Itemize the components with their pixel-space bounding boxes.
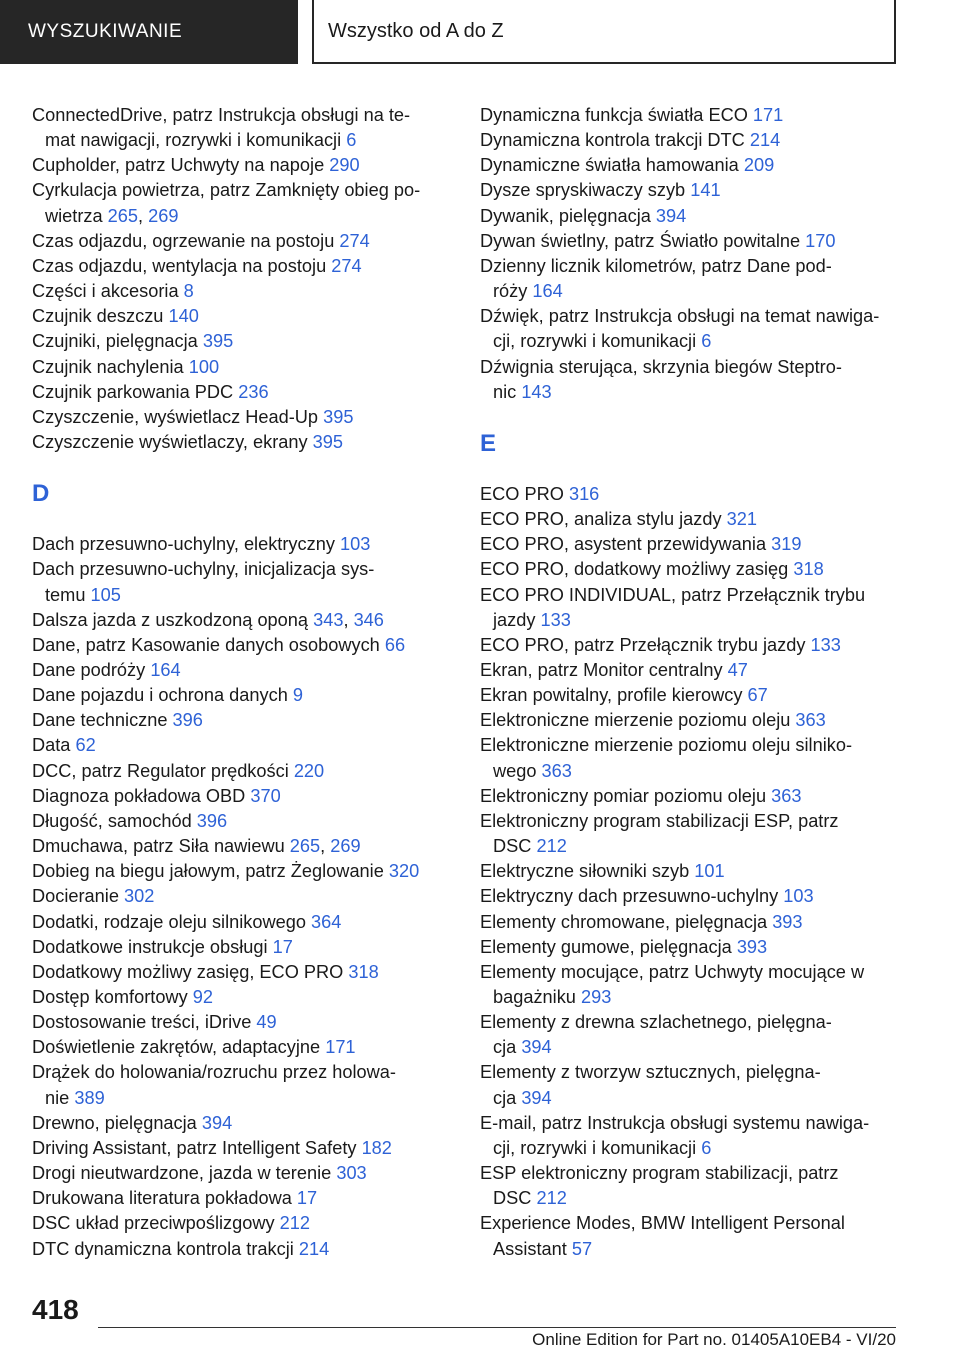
index-entry-continuation: cja: [493, 1037, 517, 1058]
index-entry: [32, 960, 462, 985]
index-entry: [32, 229, 462, 254]
index-entry-text: Czujniki, pielęgnacja: [32, 331, 198, 352]
index-entry-text: Dane, patrz Kasowanie danych osobowych: [32, 634, 380, 655]
index-entry: [32, 733, 462, 758]
index-entry-text: Elektryczne siłowniki szyb: [480, 861, 690, 882]
page-link[interactable]: 171: [752, 105, 784, 125]
index-entry: [480, 178, 900, 203]
index-entry-text: Długość, samochód: [32, 810, 192, 831]
index-entry: [480, 658, 900, 683]
index-entry-text: Dobieg na biegu jałowym, patrz Żeglowanie: [32, 861, 384, 882]
index-entry: [480, 304, 900, 354]
page-link[interactable]: 101: [694, 861, 725, 882]
index-entry-continuation: róży: [493, 281, 528, 302]
index-entry: [480, 1211, 900, 1261]
index-entry: [32, 985, 462, 1010]
index-entry-continuation: wego: [493, 760, 537, 781]
index-entry: [480, 532, 900, 557]
index-entry: [32, 405, 462, 430]
index-entry-continuation: temu: [45, 584, 86, 605]
index-entry: [32, 103, 462, 153]
page-link[interactable]: 318: [348, 961, 379, 982]
page-link[interactable]: 170: [805, 230, 836, 251]
page-link[interactable]: 103: [783, 886, 814, 907]
page-link[interactable]: 141: [690, 180, 721, 201]
page-link[interactable]: 164: [532, 281, 563, 302]
edition-footer: Online Edition for Part no. 01405A10EB4 - VI/20: [532, 1330, 896, 1349]
page-link[interactable]: 363: [795, 710, 826, 731]
page-link[interactable]: 394: [521, 1087, 552, 1108]
index-entry-text: ECO PRO: [480, 483, 564, 504]
page-link[interactable]: 321: [726, 509, 758, 530]
index-entry-text: Elementy z drewna szlachetnego, pielęgna-: [480, 1012, 832, 1033]
index-entry: [32, 1186, 462, 1211]
page-link[interactable]: 265: [107, 205, 139, 226]
index-entry: [480, 153, 900, 178]
page-link[interactable]: 395: [202, 331, 234, 352]
index-entry: [32, 759, 462, 784]
index-entry: [32, 1060, 462, 1110]
index-entry: [480, 1010, 900, 1060]
index-entry: [32, 910, 462, 935]
index-entry-text: Experience Modes, BMW Intelligent Personal: [480, 1213, 845, 1234]
index-entry: [480, 254, 900, 304]
title-tab: [312, 0, 896, 64]
index-entry: [480, 128, 900, 153]
page-link[interactable]: 67: [747, 685, 768, 706]
index-entry-text: E-mail, patrz Instrukcja obsługi systemu nawiga-: [480, 1112, 870, 1133]
index-entry: [32, 1136, 462, 1161]
page-link[interactable]: 394: [655, 205, 687, 226]
index-entry-text: Ekran, patrz Monitor centralny: [480, 659, 723, 680]
index-entry: [480, 103, 900, 128]
index-entry: Cyrkulacja powietrza, patrz Zamknięty obieg po- wietrza 265, 269: [32, 180, 421, 226]
index-entry-text: Dodatkowe instrukcje obsługi: [32, 936, 268, 957]
page-link[interactable]: 220: [293, 760, 325, 781]
index-entry: [32, 1211, 462, 1236]
index-entry-text: Dane techniczne: [32, 710, 168, 731]
index-entry-text: Czyszczenie, wyświetlacz Head-Up: [32, 406, 319, 427]
index-entry: [480, 733, 900, 783]
index-entry-text: Dach przesuwno-uchylny, elektryczny: [32, 534, 335, 555]
index-entry-text: DSC układ przeciwpoślizgowy: [32, 1213, 275, 1234]
page-link[interactable]: 293: [580, 987, 612, 1007]
index-entry: [480, 204, 900, 229]
page-link[interactable]: 182: [361, 1137, 392, 1158]
index-entry: Dalsza jazda z uszkodzoną oponą 343, 346: [32, 609, 384, 630]
index-entry: [32, 430, 462, 455]
index-entry-text: Drukowana literatura pokładowa: [32, 1188, 292, 1209]
index-entry: [480, 935, 900, 960]
index-entry-text: Czas odjazdu, ogrzewanie na postoju: [32, 230, 335, 251]
index-entry: [32, 557, 462, 607]
index-entry-continuation: nic: [493, 381, 517, 402]
page-link[interactable]: 394: [201, 1112, 233, 1133]
index-entry-text: Dane pojazdu i ochrona danych: [32, 685, 288, 706]
index-entry-text: Elektroniczne mierzenie poziomu oleju silniko-: [480, 735, 853, 756]
index-entry-text: Dostosowanie treści, iDrive: [32, 1012, 252, 1033]
index-entry-text: Dodatki, rodzaje oleju silnikowego: [32, 911, 306, 932]
index-entry-text: Elementy mocujące, patrz Uchwyty mocujące w: [480, 961, 865, 982]
page-link[interactable]: 236: [238, 381, 269, 402]
index-entry: [480, 859, 900, 884]
index-entry: [32, 859, 462, 884]
page-link[interactable]: 396: [196, 810, 228, 831]
page-link[interactable]: 133: [540, 609, 571, 630]
index-entry-text: Elementy gumowe, pielęgnacja: [480, 936, 732, 957]
page-link[interactable]: 8: [183, 281, 194, 302]
page-link[interactable]: 316: [568, 483, 600, 504]
index-entry: [32, 633, 462, 658]
page-link[interactable]: 269: [330, 836, 361, 857]
index-entry-text: Dane podróży: [32, 659, 146, 680]
index-entry-text: ECO PRO, analiza stylu jazdy: [480, 509, 722, 530]
title-tab-label: Wszystko od A do Z: [328, 19, 504, 42]
page-number: 418: [32, 1294, 79, 1325]
index-entry-continuation: wietrza: [45, 205, 103, 226]
page-link[interactable]: 389: [74, 1087, 105, 1108]
index-entry: [480, 910, 900, 935]
page-link[interactable]: 212: [279, 1213, 311, 1234]
page-link[interactable]: 318: [793, 559, 824, 580]
index-entry-text: Dalsza jazda z uszkodzoną oponą: [32, 609, 309, 630]
index-entry: [32, 153, 462, 178]
page-link[interactable]: 303: [336, 1163, 367, 1184]
index-entry: [480, 1060, 900, 1110]
index-entry-text: Dysze spryskiwaczy szyb: [480, 180, 686, 201]
index-entry-text: Elementy chromowane, pielęgnacja: [480, 911, 768, 932]
page-link[interactable]: 6: [346, 130, 357, 151]
index-entry-text: Części i akcesoria: [32, 281, 179, 302]
index-entry-text: Dach przesuwno-uchylny, inicjalizacja sys-: [32, 559, 375, 580]
index-entry-text: Dzienny licznik kilometrów, patrz Dane pod-: [480, 255, 832, 276]
index-entry-text: Ekran powitalny, profile kierowcy: [480, 685, 743, 706]
section-letter: D: [32, 480, 50, 508]
index-entry: [32, 380, 462, 405]
index-entry-text: Drewno, pielęgnacja: [32, 1112, 197, 1133]
index-column-right: [480, 103, 900, 1262]
page-link[interactable]: 66: [384, 634, 406, 655]
index-entry-text: DCC, patrz Regulator prędkości: [32, 760, 289, 781]
page-link[interactable]: 274: [331, 255, 362, 276]
index-entry-text: Cyrkulacja powietrza, patrz Zamknięty obieg po-: [32, 180, 421, 201]
index-entry: [480, 784, 900, 809]
page-link[interactable]: 92: [192, 987, 213, 1007]
index-entry: [480, 355, 900, 405]
page-link[interactable]: 140: [168, 306, 199, 327]
index-entry: [480, 229, 900, 254]
index-entry-text: Czas odjazdu, wentylacja na postoju: [32, 255, 327, 276]
page-link[interactable]: 133: [810, 634, 841, 655]
index-entry-text: Data: [32, 735, 71, 756]
page-link[interactable]: 274: [339, 230, 370, 251]
section-letter: E: [480, 429, 497, 457]
index-entry-text: Dmuchawa, patrz Siła nawiewu: [32, 836, 285, 857]
page-link[interactable]: 395: [323, 406, 354, 427]
index-entry: [32, 1161, 462, 1186]
page-link[interactable]: 17: [272, 936, 293, 957]
index-entry-text: Elektroniczny program stabilizacji ESP, patrz: [480, 810, 839, 831]
index-entry-text: ESP elektroniczny program stabilizacji, patrz: [480, 1163, 839, 1184]
page-link[interactable]: 370: [250, 785, 281, 806]
page-link[interactable]: 6: [701, 331, 712, 352]
page-link[interactable]: 394: [521, 1037, 552, 1058]
index-entry-continuation: mat nawigacji, rozrywki i komunikacji: [45, 130, 342, 151]
page-link[interactable]: 302: [124, 886, 155, 907]
index-entry-text: Czujnik nachylenia: [32, 356, 184, 377]
index-entry-text: Drążek do holowania/rozruchu przez holowa-: [32, 1062, 396, 1083]
page-link[interactable]: 105: [90, 584, 121, 605]
index-entry-text: Cupholder, patrz Uchwyty na napoje: [32, 155, 325, 176]
index-entry: [32, 683, 462, 708]
index-entry: [32, 809, 462, 834]
page-link[interactable]: 6: [701, 1137, 712, 1158]
index-entry: [32, 708, 462, 733]
section-tab-label: WYSZUKIWANIE: [28, 21, 183, 42]
page-link[interactable]: 209: [743, 155, 775, 176]
index-entry-text: Elementy z tworzyw sztucznych, pielęgna-: [480, 1062, 821, 1083]
index-entry: [32, 784, 462, 809]
index-entry: [32, 1111, 462, 1136]
index-entry-text: Dywanik, pielęgnacja: [480, 205, 651, 226]
index-entry-text: Dynamiczne światła hamowania: [480, 155, 739, 176]
index-entry: [480, 809, 900, 859]
index-entry: [32, 279, 462, 304]
page-link[interactable]: 171: [325, 1037, 356, 1058]
index-entry-text: Dynamiczna funkcja światła ECO: [480, 105, 748, 125]
page-link[interactable]: 47: [727, 659, 748, 680]
page-link[interactable]: 214: [749, 130, 781, 151]
page-link[interactable]: 393: [772, 911, 803, 932]
page-link[interactable]: 396: [172, 710, 203, 731]
index-entry: [32, 304, 462, 329]
index-entry-text: Dywan świetlny, patrz Światło powitalne: [480, 230, 801, 251]
index-column-left: [32, 103, 462, 1262]
index-entry: [32, 1237, 462, 1262]
index-entry-text: Dźwięk, patrz Instrukcja obsługi na temat nawiga-: [480, 306, 880, 327]
index-entry-text: Elektryczny dach przesuwno-uchylny: [480, 886, 779, 907]
index-entry: [32, 884, 462, 909]
index-entry-continuation: Assistant: [493, 1238, 567, 1259]
section-tab[interactable]: [0, 0, 298, 64]
index-entry-text: Driving Assistant, patrz Intelligent Safety: [32, 1137, 357, 1158]
page-link[interactable]: 319: [771, 534, 802, 555]
index-entry-continuation: cji, rozrywki i komunikacji: [493, 1137, 697, 1158]
page-link[interactable]: 62: [75, 735, 96, 756]
page-link[interactable]: 9: [292, 685, 304, 706]
index-entry-continuation: bagażniku: [493, 987, 576, 1007]
index-entry-continuation: DSC: [493, 1188, 532, 1209]
index-entry-continuation: DSC: [493, 836, 532, 857]
page-link[interactable]: 100: [188, 356, 220, 377]
index-entry: [480, 1161, 900, 1211]
page-link[interactable]: 363: [541, 760, 572, 781]
index-entry: [32, 935, 462, 960]
index-entry-text: Czujnik parkowania PDC: [32, 381, 234, 402]
index-entry-text: DTC dynamiczna kontrola trakcji: [32, 1238, 294, 1259]
index-entry: [480, 683, 900, 708]
index-entry-text: ECO PRO INDIVIDUAL, patrz Przełącznik trybu: [480, 584, 866, 605]
footer-divider: [98, 1327, 896, 1328]
index-entry-text: Drogi nieutwardzone, jazda w terenie: [32, 1163, 332, 1184]
index-entry-text: Dostęp komfortowy: [32, 987, 188, 1007]
index-entry: [480, 482, 900, 507]
page-link[interactable]: 363: [771, 785, 802, 806]
index-entry: [480, 633, 900, 658]
index-entry-continuation: cji, rozrywki i komunikacji: [493, 331, 697, 352]
index-entry-text: Dodatkowy możliwy zasięg, ECO PRO: [32, 961, 344, 982]
page-link[interactable]: 395: [312, 432, 344, 453]
page-link[interactable]: 269: [148, 205, 179, 226]
page-link[interactable]: 214: [298, 1238, 330, 1259]
index-entry: [480, 884, 900, 909]
page-link[interactable]: 17: [296, 1188, 318, 1209]
page-link[interactable]: 49: [256, 1012, 277, 1033]
index-entry: [480, 557, 900, 582]
page-link[interactable]: 57: [571, 1238, 593, 1259]
page-link[interactable]: 290: [329, 155, 360, 176]
index-entry-text: Elektroniczne mierzenie poziomu oleju: [480, 710, 791, 731]
index-entry-text: Doświetlenie zakrętów, adaptacyjne: [32, 1037, 321, 1058]
index-entry: [480, 960, 900, 1010]
page-link[interactable]: 143: [521, 381, 552, 402]
index-entry: [32, 355, 462, 380]
page-link[interactable]: 393: [736, 936, 768, 957]
index-entry-text: Dźwignia sterująca, skrzynia biegów Steptro-: [480, 356, 842, 377]
index-entry-text: ECO PRO, dodatkowy możliwy zasięg: [480, 559, 789, 580]
index-entry-text: Docieranie: [32, 886, 119, 907]
index-entry: [480, 507, 900, 532]
index-entry-text: ConnectedDrive, patrz Instrukcja obsługi na te-: [32, 105, 411, 125]
page-link[interactable]: 212: [536, 836, 567, 857]
page-link[interactable]: 103: [339, 534, 371, 555]
page-link[interactable]: 346: [353, 609, 384, 630]
index-entry-continuation: cja: [493, 1087, 517, 1108]
index-entry: Dmuchawa, patrz Siła nawiewu 265, 269: [32, 836, 361, 857]
index-entry: [32, 1035, 462, 1060]
index-entry: [32, 1010, 462, 1035]
page-link[interactable]: 164: [150, 659, 181, 680]
index-entry-continuation: nie: [45, 1087, 70, 1108]
index-entry-text: Diagnoza pokładowa OBD: [32, 785, 246, 806]
page-link[interactable]: 320: [388, 861, 420, 882]
index-entry-text: Dynamiczna kontrola trakcji DTC: [480, 130, 745, 151]
index-entry: [480, 708, 900, 733]
index-entry-text: Czujnik deszczu: [32, 306, 164, 327]
index-entry: [32, 254, 462, 279]
index-entry-continuation: jazdy: [493, 609, 536, 630]
index-entry: [480, 1111, 900, 1161]
page-link[interactable]: 364: [311, 911, 342, 932]
index-entry-text: ECO PRO, asystent przewidywania: [480, 534, 767, 555]
index-entry: [32, 329, 462, 354]
index-entry: [32, 532, 462, 557]
index-entry-text: ECO PRO, patrz Przełącznik trybu jazdy: [480, 634, 806, 655]
page-link[interactable]: 212: [536, 1188, 567, 1209]
index-entry-text: Elektroniczny pomiar poziomu oleju: [480, 785, 767, 806]
index-entry: [32, 658, 462, 683]
page-link[interactable]: 343: [313, 609, 344, 630]
index-entry: [480, 583, 900, 633]
page-link[interactable]: 265: [289, 836, 321, 857]
index-entry-text: Czyszczenie wyświetlaczy, ekrany: [32, 432, 308, 453]
